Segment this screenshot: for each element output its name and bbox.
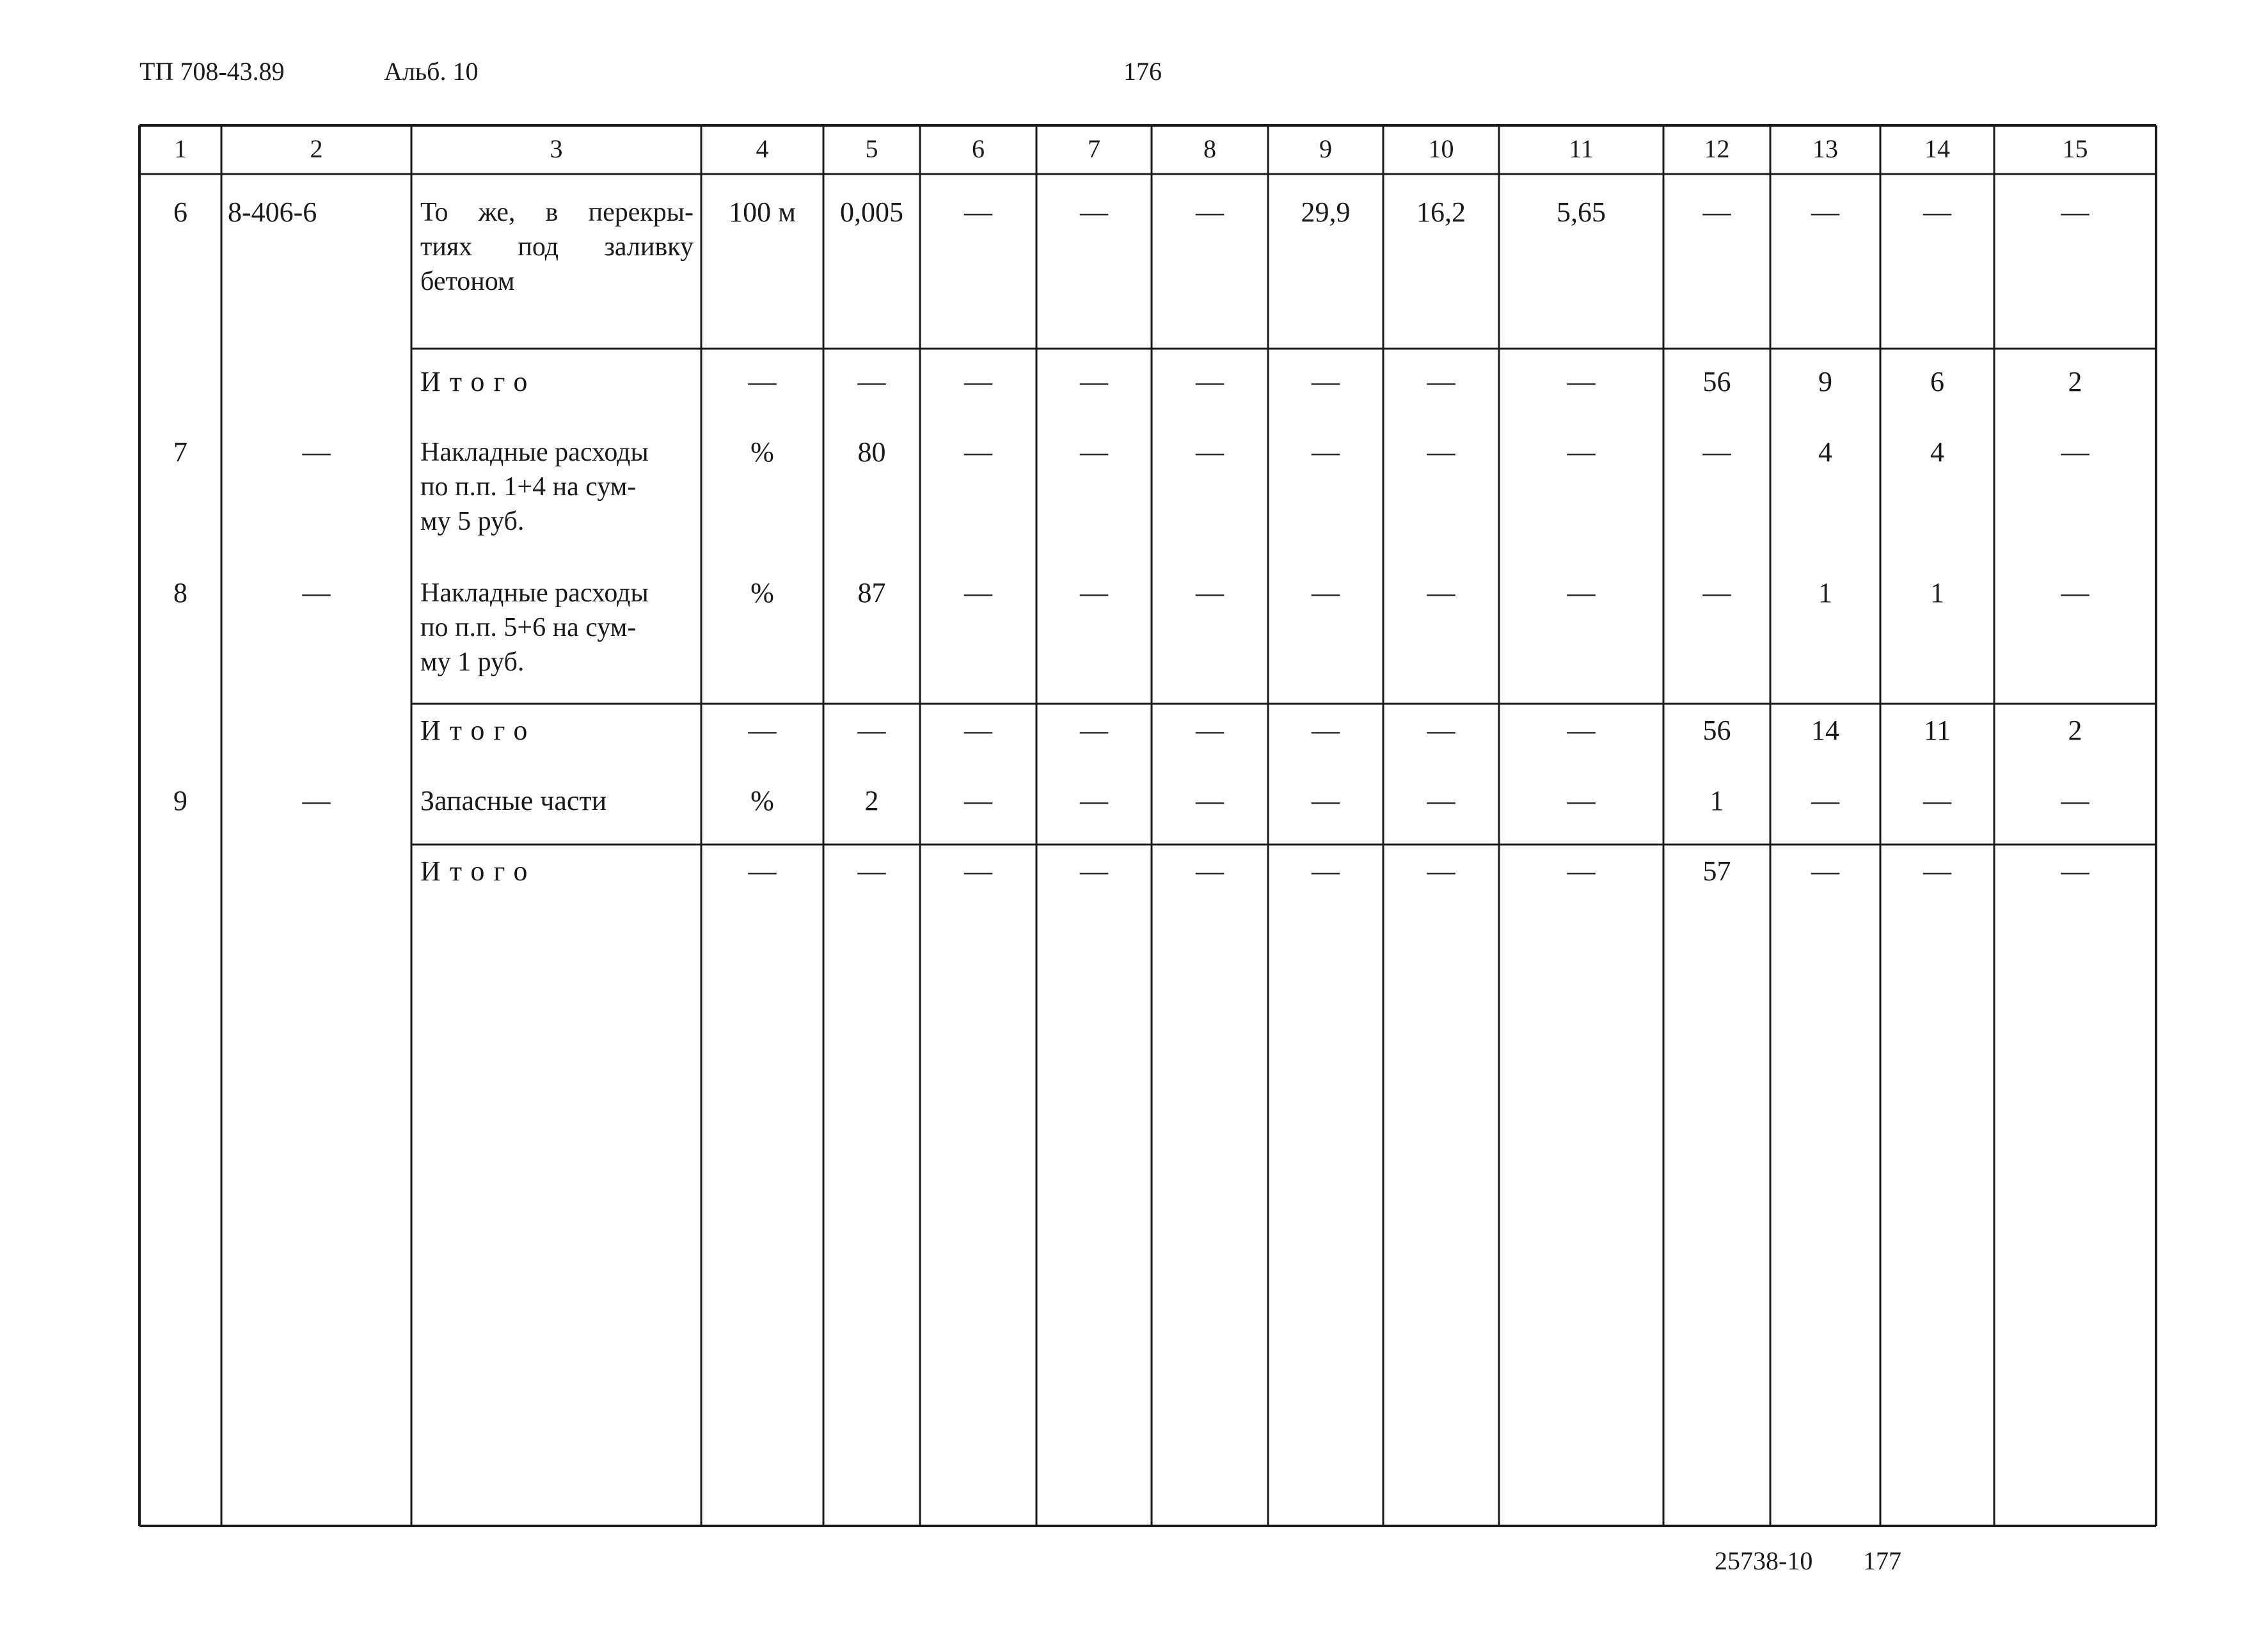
row-number: 9 [173, 785, 187, 816]
value-cell: — [857, 715, 886, 746]
row-description [420, 435, 694, 539]
value-cell: — [1702, 196, 1731, 228]
row-number: 7 [173, 436, 187, 468]
value-cell: 56 [1702, 715, 1731, 746]
value-cell: 0,005 [840, 196, 903, 228]
header-cell-5: 5 [865, 134, 878, 163]
value-cell: 87 [857, 577, 886, 608]
value-cell: — [1702, 577, 1731, 608]
description-line: Накладные расходы [420, 438, 649, 467]
document-code: ТП 708-43.89 [139, 57, 285, 86]
description-line: му 5 руб. [420, 507, 525, 536]
value-cell: — [964, 436, 992, 468]
value-cell: — [1702, 436, 1731, 468]
subtotal-label: Итого [420, 855, 537, 887]
value-cell: 1 [1709, 785, 1724, 816]
description-line: То же, в перекры- [420, 198, 694, 227]
value-cell: — [1427, 577, 1455, 608]
value-cell: — [1312, 366, 1340, 397]
value-cell: 57 [1702, 855, 1731, 887]
value-cell: % [750, 436, 774, 468]
value-cell: 2 [2068, 715, 2082, 746]
value-cell: 1 [1818, 577, 1832, 608]
value-cell: — [748, 366, 777, 397]
description-line: му 1 руб. [420, 647, 525, 677]
value-cell: — [1080, 436, 1108, 468]
value-cell: — [1080, 577, 1108, 608]
page-number: 176 [1123, 57, 1162, 86]
value-cell: 56 [1702, 366, 1731, 397]
header-cell-3: 3 [550, 134, 563, 163]
value-cell: — [1923, 785, 1951, 816]
header-cell-14: 14 [1924, 134, 1950, 163]
value-cell: — [1196, 577, 1224, 608]
value-cell: — [964, 715, 992, 746]
description-line: по п.п. 5+6 на сум- [420, 613, 637, 642]
value-cell: — [964, 196, 992, 228]
value-cell: 80 [857, 436, 886, 468]
value-cell: 5,65 [1557, 196, 1606, 228]
value-cell: 1 [1930, 577, 1944, 608]
value-cell: — [1080, 196, 1108, 228]
value-cell: 16,2 [1416, 196, 1466, 228]
value-cell: — [2061, 785, 2090, 816]
value-cell: — [1811, 785, 1839, 816]
value-cell: — [2061, 577, 2090, 608]
value-cell: — [1567, 436, 1596, 468]
value-cell: — [1312, 715, 1340, 746]
value-cell: 14 [1811, 715, 1839, 746]
row-code: — [302, 577, 331, 608]
header-cell-4: 4 [756, 134, 769, 163]
header-cell-11: 11 [1569, 134, 1594, 163]
value-cell: — [1196, 715, 1224, 746]
header-cell-12: 12 [1704, 134, 1730, 163]
header-cell-15: 15 [2062, 134, 2088, 163]
value-cell: — [2061, 855, 2090, 887]
value-cell: % [750, 785, 774, 816]
header-cell-1: 1 [174, 134, 187, 163]
subtotal-label: Итого [420, 366, 537, 397]
header-cell-2: 2 [310, 134, 323, 163]
value-cell: — [1312, 785, 1340, 816]
header-cell-8: 8 [1203, 134, 1216, 163]
value-cell: — [1427, 715, 1455, 746]
value-cell: 4 [1818, 436, 1832, 468]
value-cell: — [1312, 577, 1340, 608]
value-cell: — [1567, 715, 1596, 746]
value-cell: — [1312, 436, 1340, 468]
value-cell: 2 [2068, 366, 2082, 397]
value-cell: — [1427, 366, 1455, 397]
row-number: 8 [173, 577, 187, 608]
value-cell: — [2061, 196, 2090, 228]
value-cell: — [748, 715, 777, 746]
value-cell: — [1196, 785, 1224, 816]
album-label: Альб. 10 [384, 57, 479, 86]
value-cell: — [1567, 577, 1596, 608]
value-cell: — [1080, 715, 1108, 746]
header-cell-6: 6 [972, 134, 985, 163]
row-description [420, 576, 694, 679]
value-cell: — [2061, 436, 2090, 468]
value-cell: — [748, 855, 777, 887]
value-cell: — [1196, 436, 1224, 468]
value-cell: — [857, 855, 886, 887]
description-line: бетоном [420, 267, 515, 296]
value-cell: — [964, 855, 992, 887]
value-cell: — [1923, 855, 1951, 887]
value-cell: — [1427, 436, 1455, 468]
row-description: Запасные части [420, 785, 607, 816]
value-cell: — [857, 366, 886, 397]
value-cell: — [1196, 855, 1224, 887]
value-cell: — [1567, 785, 1596, 816]
row-code: — [302, 436, 331, 468]
value-cell: 29,9 [1301, 196, 1351, 228]
value-cell: — [1427, 785, 1455, 816]
value-cell: — [1196, 196, 1224, 228]
footer-page-number: 177 [1863, 1546, 1901, 1575]
value-cell: — [1811, 196, 1839, 228]
value-cell: — [964, 577, 992, 608]
header-cell-7: 7 [1088, 134, 1100, 163]
value-cell: — [1196, 366, 1224, 397]
value-cell: — [964, 785, 992, 816]
row-code: — [302, 785, 331, 816]
value-cell: — [1811, 855, 1839, 887]
row-description [420, 195, 694, 299]
description-line: по п.п. 1+4 на сум- [420, 472, 637, 502]
value-cell: 11 [1923, 715, 1951, 746]
value-cell: — [1567, 366, 1596, 397]
header-cell-13: 13 [1812, 134, 1838, 163]
value-cell: 2 [864, 785, 879, 816]
description-line: тиях под заливку [420, 232, 694, 262]
header-cell-10: 10 [1428, 134, 1454, 163]
value-cell: 4 [1930, 436, 1944, 468]
subtotal-label: Итого [420, 715, 537, 746]
header-cell-9: 9 [1319, 134, 1332, 163]
value-cell: % [750, 577, 774, 608]
value-cell: 9 [1818, 366, 1832, 397]
value-cell: 100 м [729, 196, 796, 228]
value-cell: — [1567, 855, 1596, 887]
value-cell: — [964, 366, 992, 397]
value-cell: — [1080, 785, 1108, 816]
row-code: 8-406-6 [228, 196, 317, 228]
value-cell: — [1427, 855, 1455, 887]
value-cell: — [1080, 855, 1108, 887]
footer-code: 25738-10 [1715, 1546, 1813, 1575]
value-cell: 6 [1930, 366, 1944, 397]
value-cell: — [1080, 366, 1108, 397]
description-line: Накладные расходы [420, 578, 649, 608]
row-number: 6 [173, 196, 187, 228]
value-cell: — [1923, 196, 1951, 228]
value-cell: — [1312, 855, 1340, 887]
